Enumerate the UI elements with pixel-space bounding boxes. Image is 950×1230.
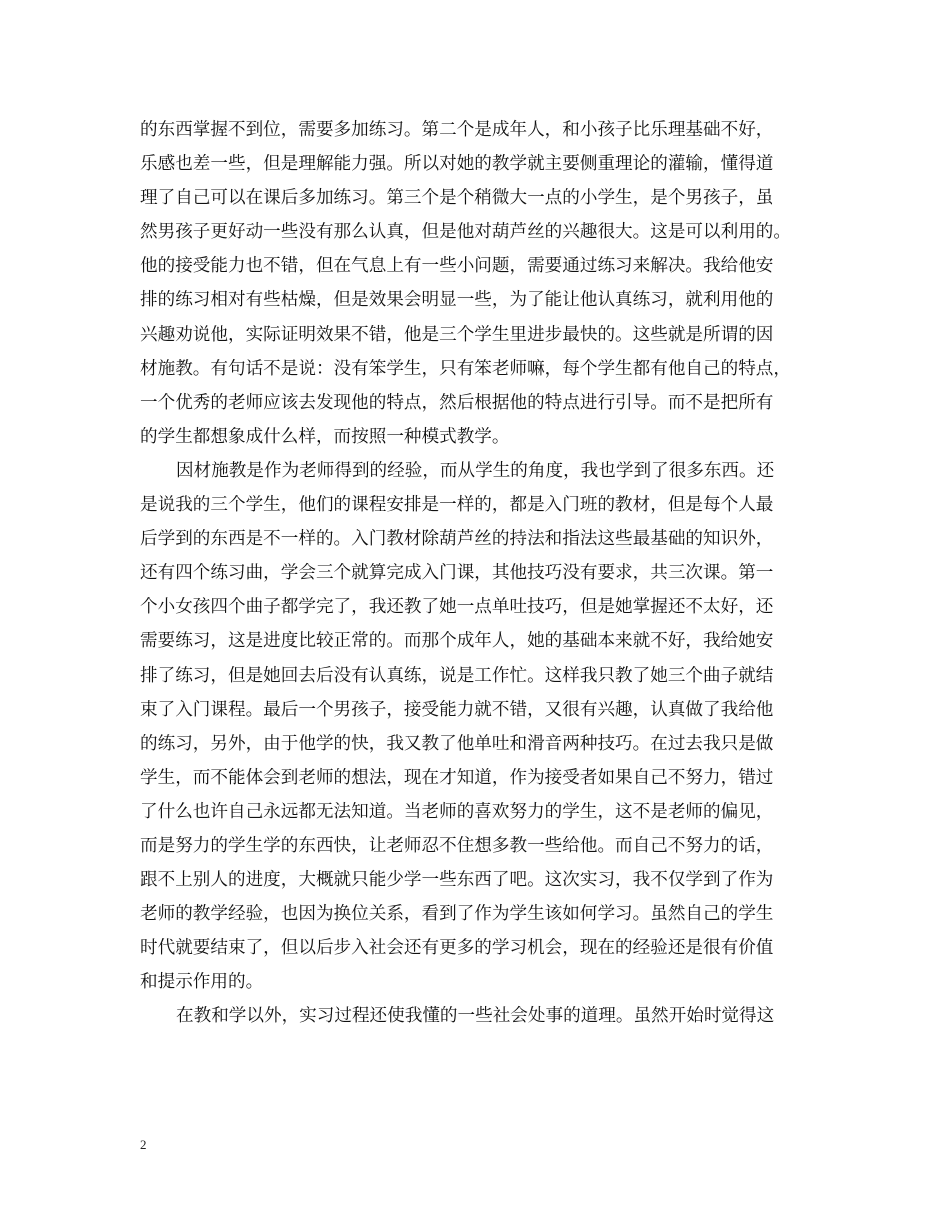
text-line: 然男孩子更好动一些没有那么认真，但是他对葫芦丝的兴趣很大。这是可以利用的。 <box>140 222 791 243</box>
text-line: 在教和学以外，实习过程还使我懂的一些社会处事的道理。虽然开始时觉得这 <box>176 1006 775 1027</box>
text-line: 和提示作用的。 <box>140 972 264 993</box>
text-line: 排的练习相对有些枯燥，但是效果会明显一些，为了能让他认真练习，就利用他的 <box>140 290 774 311</box>
text-line: 一个优秀的老师应该去发现他的特点，然后根据他的特点进行引导。而不是把所有 <box>140 392 774 413</box>
text-line: 理了自己可以在课后多加练习。第三个是个稍微大一点的小学生，是个男孩子，虽 <box>140 188 774 209</box>
text-line: 排了练习，但是她回去后没有认真练，说是工作忙。这样我只教了她三个曲子就结 <box>140 665 774 686</box>
text-line: 乐感也差一些，但是理解能力强。所以对她的教学就主要侧重理论的灌输，懂得道 <box>140 154 774 175</box>
text-line: 的学生都想象成什么样，而按照一种模式教学。 <box>140 426 510 447</box>
text-line: 还有四个练习曲，学会三个就算完成入门课，其他技巧没有要求，共三次课。第一 <box>140 563 774 584</box>
text-line: 个小女孩四个曲子都学完了，我还教了她一点单吐技巧，但是她掌握还不太好，还 <box>140 597 774 618</box>
page-number: 2 <box>140 1137 147 1152</box>
text-line: 因材施教是作为老师得到的经验，而从学生的角度，我也学到了很多东西。还 <box>176 460 775 481</box>
text-line: 的练习，另外，由于他学的快，我又教了他单吐和滑音两种技巧。在过去我只是做 <box>140 733 774 754</box>
text-line: 跟不上别人的进度，大概就只能少学一些东西了吧。这次实习，我不仅学到了作为 <box>140 870 774 891</box>
text-line: 后学到的东西是不一样的。入门教材除葫芦丝的持法和指法这些最基础的知识外， <box>140 529 774 550</box>
text-line: 时代就要结束了，但以后步入社会还有更多的学习机会，现在的经验还是很有价值 <box>140 938 774 959</box>
body-text <box>140 113 820 1034</box>
text-line: 需要练习，这是进度比较正常的。而那个成年人，她的基础本来就不好，我给她安 <box>140 631 774 652</box>
text-line: 了什么也许自己永远都无法知道。当老师的喜欢努力的学生，这不是老师的偏见， <box>140 801 774 822</box>
text-line: 而是努力的学生学的东西快，让老师忍不住想多教一些给他。而自己不努力的话， <box>140 835 774 856</box>
text-line: 束了入门课程。最后一个男孩子，接受能力就不错，又很有兴趣，认真做了我给他 <box>140 699 774 720</box>
text-line: 学生，而不能体会到老师的想法，现在才知道，作为接受者如果自己不努力，错过 <box>140 767 774 788</box>
text-line: 是说我的三个学生，他们的课程安排是一样的，都是入门班的教材，但是每个人最 <box>140 495 774 516</box>
text-line: 他的接受能力也不错，但在气息上有一些小问题，需要通过练习来解决。我给他安 <box>140 256 774 277</box>
text-line: 的东西掌握不到位，需要多加练习。第二个是成年人，和小孩子比乐理基础不好， <box>140 120 774 140</box>
text-line: 兴趣劝说他，实际证明效果不错，他是三个学生里进步最快的。这些就是所谓的因 <box>140 324 774 345</box>
text-line: 材施教。有句话不是说：没有笨学生，只有笨老师嘛，每个学生都有他自己的特点， <box>140 358 791 379</box>
text-line: 老师的教学经验，也因为换位关系，看到了作为学生该如何学习。虽然自己的学生 <box>140 904 774 925</box>
